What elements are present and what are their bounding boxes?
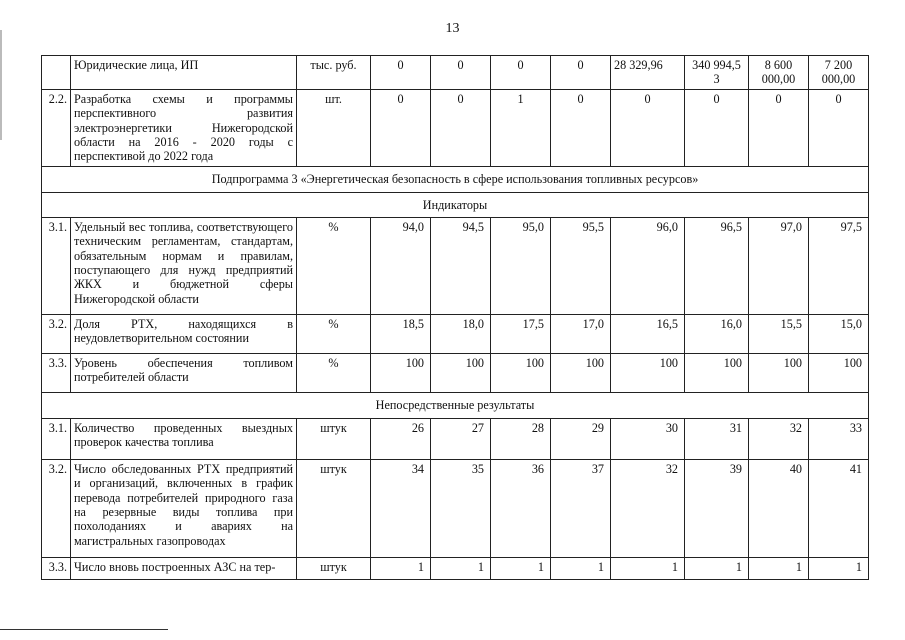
value-cell: 0 [809, 89, 869, 166]
value-cell: 37 [551, 459, 611, 557]
value-cell: 1 [551, 557, 611, 579]
value-cell: 100 [749, 353, 809, 392]
value-cell: 28 329,96 [611, 56, 685, 90]
value-cell: 100 [685, 353, 749, 392]
value-cell: 16,0 [685, 314, 749, 353]
row-name: Разработка схемы и программы перспективного развития электроэнергетики Нижегородской области на 2016 - 2020 годы с перспективой до 2022 года [71, 89, 297, 166]
subprogram-heading: Подпрограмма 3 «Энергетическая безопасность в сфере использования топливных ресурсов» [42, 166, 869, 192]
table-row [42, 89, 869, 166]
row-number [42, 56, 71, 90]
value-cell: 33 [809, 418, 869, 459]
table-row [42, 217, 869, 314]
value-cell: 29 [551, 418, 611, 459]
value-cell: 100 [551, 353, 611, 392]
value-cell: 0 [431, 89, 491, 166]
row-number: 2.2. [42, 89, 71, 166]
value-cell: 0 [371, 89, 431, 166]
row-number: 3.3. [42, 353, 71, 392]
value-cell: 97,5 [809, 217, 869, 314]
value-cell: 1 [371, 557, 431, 579]
value-cell: 95,5 [551, 217, 611, 314]
value-cell: 1 [685, 557, 749, 579]
row-unit: % [297, 353, 371, 392]
value-cell: 96,5 [685, 217, 749, 314]
value-cell: 340 994,5 3 [685, 56, 749, 90]
value-cell: 0 [431, 56, 491, 90]
value-cell: 34 [371, 459, 431, 557]
value-cell: 0 [551, 56, 611, 90]
row-name: Доля РТХ, находящихся в неудовлетворительном состоянии [71, 314, 297, 353]
value-cell: 15,5 [749, 314, 809, 353]
row-unit: штук [297, 418, 371, 459]
page-number: 13 [445, 21, 460, 36]
value-cell: 0 [371, 56, 431, 90]
value-cell: 97,0 [749, 217, 809, 314]
indicators-table [41, 55, 869, 580]
section-row [42, 166, 869, 192]
row-number: 3.1. [42, 217, 71, 314]
value-cell: 100 [611, 353, 685, 392]
value-cell: 1 [611, 557, 685, 579]
row-number: 3.2. [42, 314, 71, 353]
value-cell: 1 [431, 557, 491, 579]
section-row [42, 392, 869, 418]
table-row [42, 314, 869, 353]
row-number: 3.2. [42, 459, 71, 557]
row-name: Число вновь построенных АЗС на тер- [71, 557, 297, 579]
footnote-rule [0, 629, 168, 630]
left-margin-mark [0, 30, 2, 140]
value-cell: 32 [749, 418, 809, 459]
value-cell: 8 600 000,00 [749, 56, 809, 90]
row-unit: штук [297, 557, 371, 579]
value-cell: 18,0 [431, 314, 491, 353]
value-cell: 41 [809, 459, 869, 557]
value-cell: 36 [491, 459, 551, 557]
value-cell: 94,5 [431, 217, 491, 314]
value-cell: 27 [431, 418, 491, 459]
value-cell: 0 [551, 89, 611, 166]
value-cell: 26 [371, 418, 431, 459]
row-name: Число обследованных РТХ предприятий и организаций, включенных в график перевода потребителей природного газа на резервные виды топлива при похолоданиях и авариях на магистральных газопроводах [71, 459, 297, 557]
table-row [42, 353, 869, 392]
value-cell: 100 [491, 353, 551, 392]
value-cell: 0 [685, 89, 749, 166]
value-cell: 1 [809, 557, 869, 579]
value-cell: 31 [685, 418, 749, 459]
value-cell: 0 [611, 89, 685, 166]
value-cell: 30 [611, 418, 685, 459]
table-row [42, 418, 869, 459]
value-cell: 1 [491, 89, 551, 166]
value-cell: 95,0 [491, 217, 551, 314]
results-heading: Непосредственные результаты [42, 392, 869, 418]
value-cell: 40 [749, 459, 809, 557]
value-cell: 18,5 [371, 314, 431, 353]
value-cell: 1 [491, 557, 551, 579]
table-row [42, 557, 869, 579]
value-cell: 7 200 000,00 [809, 56, 869, 90]
value-cell: 94,0 [371, 217, 431, 314]
value-cell: 100 [809, 353, 869, 392]
row-unit: % [297, 314, 371, 353]
row-name: Удельный вес топлива, соответствующего техническим регламентам, стандартам, обязательным нормам и правилам, поступающего для нужд предприятий ЖКХ и бюджетной сферы Нижегородской области [71, 217, 297, 314]
indicators-heading: Индикаторы [42, 192, 869, 217]
row-unit: шт. [297, 89, 371, 166]
value-cell: 39 [685, 459, 749, 557]
value-cell: 100 [431, 353, 491, 392]
value-cell: 0 [491, 56, 551, 90]
row-number: 3.1. [42, 418, 71, 459]
row-unit: тыс. руб. [297, 56, 371, 90]
section-row [42, 192, 869, 217]
row-name: Юридические лица, ИП [71, 56, 297, 90]
value-cell: 96,0 [611, 217, 685, 314]
value-cell: 35 [431, 459, 491, 557]
row-name: Количество проведенных выездных проверок качества топлива [71, 418, 297, 459]
value-cell: 100 [371, 353, 431, 392]
value-cell: 17,0 [551, 314, 611, 353]
row-unit: штук [297, 459, 371, 557]
value-cell: 17,5 [491, 314, 551, 353]
value-cell: 1 [749, 557, 809, 579]
table-row [42, 459, 869, 557]
table-row [42, 56, 869, 90]
value-cell: 32 [611, 459, 685, 557]
value-cell: 16,5 [611, 314, 685, 353]
row-unit: % [297, 217, 371, 314]
value-cell: 0 [749, 89, 809, 166]
row-number: 3.3. [42, 557, 71, 579]
value-cell: 15,0 [809, 314, 869, 353]
value-cell: 28 [491, 418, 551, 459]
row-name: Уровень обеспечения топливом потребителей области [71, 353, 297, 392]
